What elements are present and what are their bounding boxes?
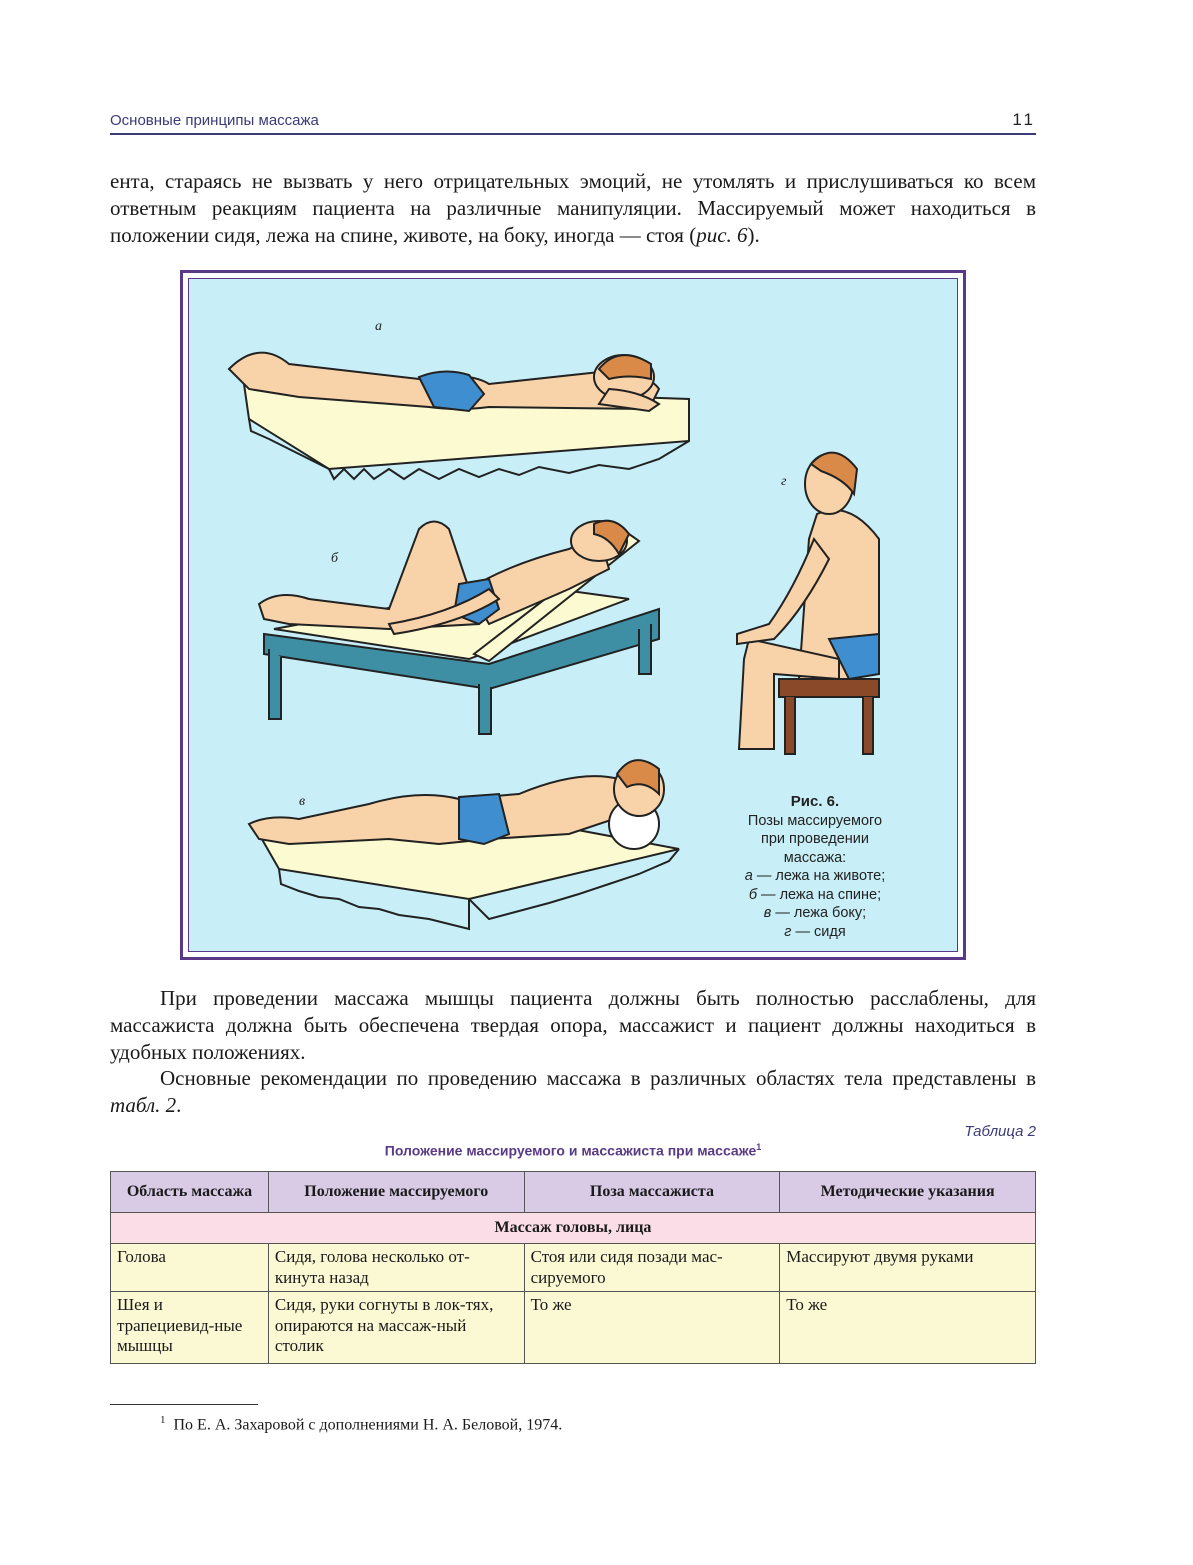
table-title: Положение массируемого и массажиста при массаже$^1$ (384, 1142, 762, 1159)
table-title-note: 1 (756, 1142, 762, 1152)
footnote-text: По Е. А. Захаровой с дополнениями Н. А. Беловой, 1974. (173, 1416, 563, 1434)
table-cell: То же (780, 1292, 1036, 1364)
paragraph-2: При проведении массажа мышцы пациента должны быть полностью расслаблены, для массажиста должна быть обеспечена твердая опора, массажист и пациент должны находиться в удобных положениях. (110, 986, 1036, 1064)
table-section-row (111, 1213, 1036, 1244)
pose-a-prone (229, 353, 689, 479)
section-title: Массаж головы, лица (111, 1213, 1036, 1244)
column-header: Поза массажиста (524, 1172, 780, 1213)
table-cell: Массируют двумя руками (780, 1244, 1036, 1292)
table-cell: Сидя, руки согнуты в лок-тях, опираются на массаж-ный столик (268, 1292, 524, 1364)
table-header-row (111, 1172, 1036, 1213)
table-cell: То же (524, 1292, 780, 1364)
massage-positions-table (110, 1171, 1036, 1364)
caption-line: массажа: (783, 849, 847, 866)
figure-reference: рис. 6 (696, 223, 748, 247)
pose-v-side (249, 760, 679, 929)
running-title: Основные принципы массажа (110, 112, 319, 129)
caption-item-b: б — лежа на спине; (748, 886, 882, 903)
caption-item-v: в — лежа боку; (763, 905, 867, 921)
caption-line: при проведении (760, 831, 870, 847)
caption-title: Рис. 6. (790, 793, 840, 810)
column-header: Методические указания (780, 1172, 1036, 1213)
page-number: 11 (1012, 110, 1036, 129)
footnote-mark: 1 (160, 1414, 166, 1426)
table-cell: Стоя или сидя позади мас-сируемого (524, 1244, 780, 1292)
figure-caption (735, 793, 895, 941)
caption-item-g: г — сидя (784, 923, 846, 940)
figure-label-a: а (375, 319, 382, 334)
column-header: Область массажа (111, 1172, 269, 1213)
pose-b-supine (259, 521, 659, 734)
table-row (111, 1292, 1036, 1364)
figure-label-g: г (781, 474, 787, 489)
table-cell: Сидя, голова несколько от-кинута назад (268, 1244, 524, 1292)
table-row (111, 1244, 1036, 1292)
header-rule (110, 133, 1036, 135)
figure-label-b: б (331, 551, 339, 566)
paragraph-1: ента, стараясь не вызвать у него отрицательных эмоций, не утомлять и прислушиваться ко всем ответным реакциям пациента на различные манипуляции. Массируемый может находиться в положении сидя, лежа на спине, животе, на боку, иногда — стоя (рис. 6). (110, 169, 1036, 247)
table-cell: Голова (111, 1244, 269, 1292)
pose-g-sitting (737, 453, 879, 754)
running-head (110, 110, 1036, 132)
caption-item-a: а — лежа на животе; (744, 868, 886, 884)
table-reference: табл. 2 (110, 1093, 177, 1117)
column-header: Положение массируемого (268, 1172, 524, 1213)
caption-line: Позы массируемого (747, 812, 883, 829)
paragraph-3: Основные рекомендации по проведению массажа в различных областях тела представлены в табл. 2. (110, 1066, 1036, 1117)
figure-label-v: в (299, 794, 306, 809)
table-number: Таблица 2 (964, 1123, 1036, 1140)
table-cell: Шея и трапециевид-ные мышцы (111, 1292, 269, 1364)
footnote-rule (110, 1404, 258, 1405)
footnote (160, 1414, 562, 1434)
